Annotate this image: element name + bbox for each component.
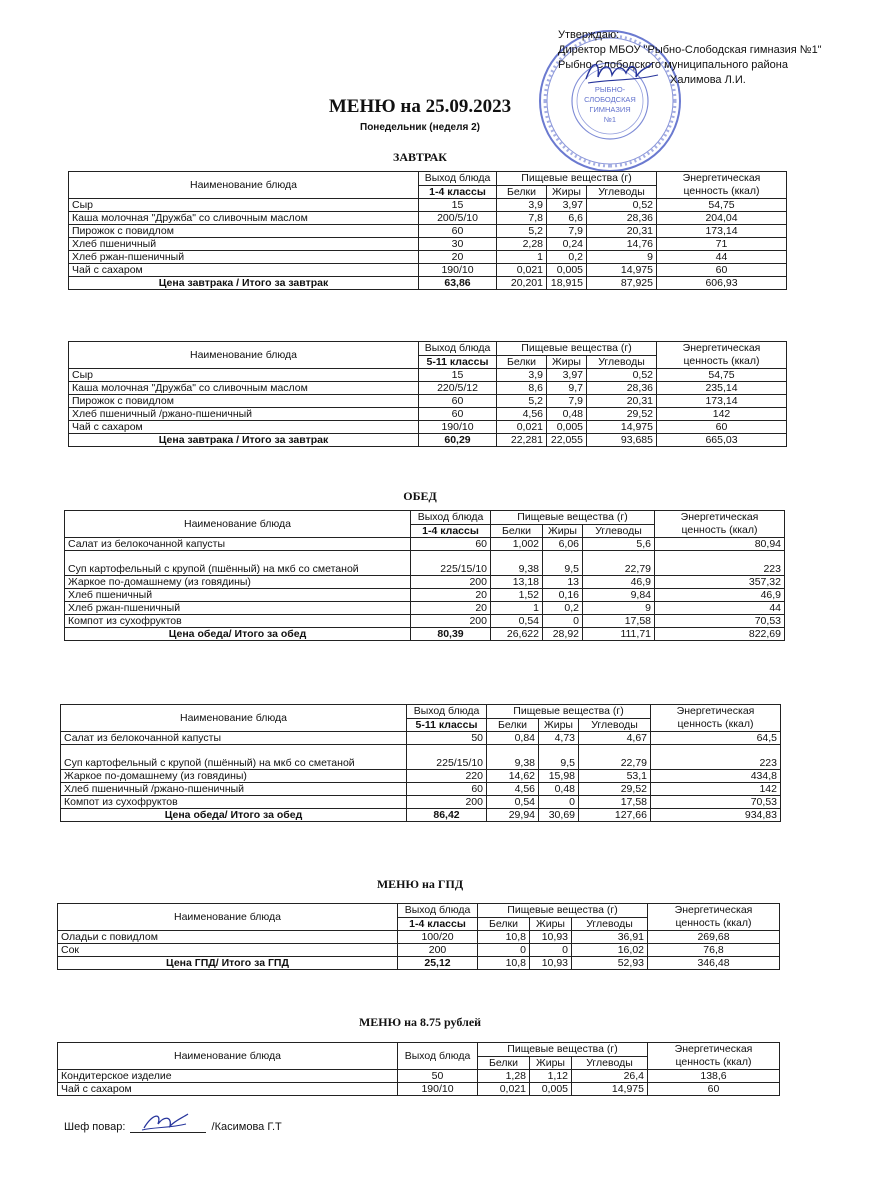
dish-yield: 190/10 [419,264,497,277]
total-fats: 28,92 [543,628,583,641]
dish-name: Пирожок с повидлом [69,225,419,238]
dish-yield: 20 [411,602,491,615]
header-nutrients: Пищевые вещества (г) [487,705,651,719]
dish-carbs: 22,79 [579,745,651,770]
dish-energy: 142 [657,408,787,421]
table-row [69,421,787,434]
table-row [58,944,780,957]
dish-yield: 220/5/12 [419,382,497,395]
header-fats: Жиры [530,917,572,931]
dish-fats: 0,24 [547,238,587,251]
dish-carbs: 14,975 [587,421,657,434]
header-energy: Энергетическая ценность (ккал) [651,705,781,732]
header-class: 1-4 классы [398,917,478,931]
dish-fats: 0,48 [539,783,579,796]
dish-carbs: 53,1 [579,770,651,783]
header-fats: Жиры [547,355,587,369]
total-energy: 606,93 [657,277,787,290]
dish-fats: 0,005 [547,264,587,277]
dish-name: Салат из белокочанной капусты [65,538,411,551]
dish-carbs: 26,4 [572,1070,648,1083]
chef-name: /Касимова Г.Т [211,1121,282,1133]
table-row [69,369,787,382]
dish-proteins: 1 [497,251,547,264]
dish-carbs: 0,52 [587,199,657,212]
dish-carbs: 46,9 [583,576,655,589]
dish-proteins: 3,9 [497,199,547,212]
dish-name: Хлеб пшеничный [65,589,411,602]
table-total-row [61,809,781,822]
dish-proteins: 0,021 [497,264,547,277]
day-subtitle: Понедельник (неделя 2) [360,122,480,133]
total-carbs: 93,685 [587,434,657,447]
dish-yield: 225/15/10 [411,551,491,576]
dish-energy: 60 [657,264,787,277]
dish-energy: 235,14 [657,382,787,395]
section-gpd: МЕНЮ на ГПД [376,877,464,891]
dish-proteins: 0 [478,944,530,957]
dish-name: Сок [58,944,398,957]
header-proteins: Белки [478,917,530,931]
dish-yield: 15 [419,199,497,212]
dish-proteins: 0,021 [478,1083,530,1096]
svg-text:№1: №1 [603,115,617,124]
total-proteins: 10,8 [478,957,530,970]
table-row [69,264,787,277]
dish-fats: 0 [543,615,583,628]
dish-fats: 3,97 [547,369,587,382]
dish-carbs: 28,36 [587,382,657,395]
header-energy: Энергетическая ценность (ккал) [648,904,780,931]
dish-carbs: 9 [583,602,655,615]
dish-proteins: 3,9 [497,369,547,382]
dish-yield: 30 [419,238,497,251]
total-proteins: 26,622 [491,628,543,641]
table-row [58,1070,780,1083]
dish-energy: 269,68 [648,931,780,944]
dish-carbs: 17,58 [579,796,651,809]
total-carbs: 52,93 [572,957,648,970]
total-label: Цена ГПД/ Итого за ГПД [58,957,398,970]
total-fats: 18,915 [547,277,587,290]
dish-yield: 50 [407,732,487,745]
approval-line-4: Халимова Л.И. [670,74,746,86]
page-title: МЕНЮ на 25.09.2023 [328,96,512,117]
dish-proteins: 10,8 [478,931,530,944]
dish-fats: 13 [543,576,583,589]
header-proteins: Белки [487,718,539,732]
total-energy: 934,83 [651,809,781,822]
dish-name: Чай с сахаром [69,264,419,277]
dish-proteins: 9,38 [487,745,539,770]
table-row [69,251,787,264]
header-fats: Жиры [543,524,583,538]
dish-yield: 100/20 [398,931,478,944]
dish-yield: 60 [419,225,497,238]
table-row [69,199,787,212]
table-menu-875 [57,1042,780,1096]
dish-energy: 173,14 [657,225,787,238]
table-total-row [69,277,787,290]
dish-name: Суп картофельный с крупой (пшённый) на мкб со сметаной [61,745,407,770]
dish-fats: 0 [530,944,572,957]
header-energy: Энергетическая ценность (ккал) [657,342,787,369]
dish-proteins: 1 [491,602,543,615]
dish-fats: 6,6 [547,212,587,225]
header-nutrients: Пищевые вещества (г) [491,511,655,525]
header-proteins: Белки [491,524,543,538]
dish-name: Хлеб пшеничный /ржано-пшеничный [69,408,419,421]
dish-name: Чай с сахаром [58,1083,398,1096]
dish-carbs: 16,02 [572,944,648,957]
dish-energy: 76,8 [648,944,780,957]
dish-proteins: 2,28 [497,238,547,251]
dish-fats: 15,98 [539,770,579,783]
table-total-row [65,628,785,641]
dish-name: Кондитерское изделие [58,1070,398,1083]
approval-line-1: Утверждаю: [558,29,620,41]
dish-energy: 54,75 [657,199,787,212]
total-price: 80,39 [411,628,491,641]
dish-fats: 10,93 [530,931,572,944]
header-yield: Выход блюда [407,705,487,719]
total-label: Цена завтрака / Итого за завтрак [69,277,419,290]
section-breakfast: ЗАВТРАК [392,150,447,164]
table-row [58,931,780,944]
header-yield: Выход блюда [398,1043,478,1070]
dish-proteins: 0,021 [497,421,547,434]
director-signature [582,55,662,90]
header-carbs: Углеводы [572,1056,648,1070]
header-carbs: Углеводы [587,185,657,199]
dish-fats: 0,005 [530,1083,572,1096]
dish-energy: 357,32 [655,576,785,589]
dish-carbs: 4,67 [579,732,651,745]
table-row [61,770,781,783]
header-name: Наименование блюда [65,511,411,538]
total-fats: 30,69 [539,809,579,822]
dish-fats: 0,16 [543,589,583,602]
dish-name: Сыр [69,369,419,382]
dish-yield: 20 [411,589,491,602]
dish-energy: 70,53 [651,796,781,809]
chef-signature [140,1110,190,1135]
section-lunch: ОБЕД [403,489,437,503]
dish-fats: 3,97 [547,199,587,212]
dish-fats: 9,7 [547,382,587,395]
dish-carbs: 20,31 [587,395,657,408]
dish-name: Хлеб пшеничный /ржано-пшеничный [61,783,407,796]
dish-carbs: 0,52 [587,369,657,382]
dish-proteins: 9,38 [491,551,543,576]
total-carbs: 127,66 [579,809,651,822]
header-name: Наименование блюда [58,904,398,931]
dish-energy: 80,94 [655,538,785,551]
section-menu-875: МЕНЮ на 8.75 рублей [358,1015,482,1029]
total-price: 86,42 [407,809,487,822]
dish-proteins: 4,56 [487,783,539,796]
table-row [65,576,785,589]
dish-fats: 9,5 [539,745,579,770]
dish-carbs: 36,91 [572,931,648,944]
approval-line-3: Рыбно-Слободского муниципального района [558,59,788,71]
dish-energy: 434,8 [651,770,781,783]
dish-fats: 7,9 [547,225,587,238]
dish-carbs: 9 [587,251,657,264]
dish-fats: 0,005 [547,421,587,434]
svg-text:ГИМНАЗИЯ: ГИМНАЗИЯ [589,105,631,114]
dish-carbs: 29,52 [579,783,651,796]
table-row [65,602,785,615]
dish-carbs: 14,76 [587,238,657,251]
total-proteins: 22,281 [497,434,547,447]
table-row [61,783,781,796]
dish-fats: 1,12 [530,1070,572,1083]
dish-name: Каша молочная "Дружба" со сливочным маслом [69,382,419,395]
total-carbs: 111,71 [583,628,655,641]
dish-carbs: 14,975 [572,1083,648,1096]
header-fats: Жиры [547,185,587,199]
table-row [65,615,785,628]
table-row [69,238,787,251]
dish-yield: 50 [398,1070,478,1083]
table-row [69,395,787,408]
table-row [61,732,781,745]
table-row [58,1083,780,1096]
total-label: Цена обеда/ Итого за обед [65,628,411,641]
total-price: 60,29 [419,434,497,447]
dish-proteins: 1,002 [491,538,543,551]
dish-name: Суп картофельный с крупой (пшённый) на мкб со сметаной [65,551,411,576]
table-total-row [69,434,787,447]
approval-line-2: Директор МБОУ "Рыбно-Слободская гимназия №1" [558,44,822,56]
table-row [65,551,785,576]
header-carbs: Углеводы [579,718,651,732]
total-label: Цена обеда/ Итого за обед [61,809,407,822]
header-name: Наименование блюда [61,705,407,732]
dish-carbs: 29,52 [587,408,657,421]
dish-proteins: 0,84 [487,732,539,745]
dish-carbs: 17,58 [583,615,655,628]
header-class: 1-4 классы [411,524,491,538]
header-name: Наименование блюда [69,172,419,199]
dish-fats: 4,73 [539,732,579,745]
dish-proteins: 5,2 [497,225,547,238]
dish-energy: 173,14 [657,395,787,408]
dish-yield: 190/10 [398,1083,478,1096]
header-nutrients: Пищевые вещества (г) [478,904,648,918]
dish-fats: 7,9 [547,395,587,408]
dish-yield: 15 [419,369,497,382]
dish-carbs: 14,975 [587,264,657,277]
dish-energy: 138,6 [648,1070,780,1083]
dish-yield: 60 [419,408,497,421]
total-energy: 346,48 [648,957,780,970]
dish-yield: 220 [407,770,487,783]
table-row [65,589,785,602]
dish-energy: 223 [655,551,785,576]
dish-yield: 200 [407,796,487,809]
dish-name: Чай с сахаром [69,421,419,434]
dish-carbs: 5,6 [583,538,655,551]
dish-proteins: 8,6 [497,382,547,395]
header-fats: Жиры [530,1056,572,1070]
dish-yield: 200 [411,615,491,628]
header-nutrients: Пищевые вещества (г) [478,1043,648,1057]
dish-name: Жаркое по-домашнему (из говядины) [61,770,407,783]
header-yield: Выход блюда [411,511,491,525]
dish-energy: 223 [651,745,781,770]
dish-yield: 200/5/10 [419,212,497,225]
dish-fats: 0 [539,796,579,809]
table-row [69,408,787,421]
dish-proteins: 4,56 [497,408,547,421]
header-yield: Выход блюда [419,172,497,186]
total-carbs: 87,925 [587,277,657,290]
header-proteins: Белки [497,185,547,199]
dish-carbs: 9,84 [583,589,655,602]
header-carbs: Углеводы [572,917,648,931]
dish-fats: 0,2 [547,251,587,264]
dish-name: Пирожок с повидлом [69,395,419,408]
dish-name: Жаркое по-домашнему (из говядины) [65,576,411,589]
table-lunch-1-4 [64,510,785,641]
table-gpd [57,903,780,970]
table-lunch-5-11 [60,704,781,822]
total-proteins: 29,94 [487,809,539,822]
header-proteins: Белки [478,1056,530,1070]
dish-energy: 44 [657,251,787,264]
dish-proteins: 0,54 [491,615,543,628]
dish-yield: 20 [419,251,497,264]
header-fats: Жиры [539,718,579,732]
dish-energy: 142 [651,783,781,796]
table-row [65,538,785,551]
dish-name: Салат из белокочанной капусты [61,732,407,745]
dish-fats: 9,5 [543,551,583,576]
total-price: 63,86 [419,277,497,290]
total-fats: 22,055 [547,434,587,447]
dish-proteins: 1,52 [491,589,543,602]
dish-energy: 60 [648,1083,780,1096]
dish-yield: 200 [411,576,491,589]
chef-label: Шеф повар: [64,1121,126,1133]
dish-energy: 70,53 [655,615,785,628]
dish-carbs: 22,79 [583,551,655,576]
table-row [61,745,781,770]
header-name: Наименование блюда [58,1043,398,1070]
table-row [69,225,787,238]
dish-yield: 60 [407,783,487,796]
dish-name: Хлеб ржан-пшеничный [69,251,419,264]
header-energy: Энергетическая ценность (ккал) [657,172,787,199]
total-label: Цена завтрака / Итого за завтрак [69,434,419,447]
dish-fats: 6,06 [543,538,583,551]
header-yield: Выход блюда [419,342,497,356]
dish-energy: 54,75 [657,369,787,382]
total-proteins: 20,201 [497,277,547,290]
dish-proteins: 13,18 [491,576,543,589]
dish-carbs: 20,31 [587,225,657,238]
dish-energy: 71 [657,238,787,251]
header-energy: Энергетическая ценность (ккал) [655,511,785,538]
header-class: 1-4 классы [419,185,497,199]
dish-energy: 64,5 [651,732,781,745]
dish-name: Хлеб ржан-пшеничный [65,602,411,615]
total-energy: 665,03 [657,434,787,447]
header-carbs: Углеводы [583,524,655,538]
dish-name: Каша молочная "Дружба" со сливочным маслом [69,212,419,225]
total-price: 25,12 [398,957,478,970]
header-yield: Выход блюда [398,904,478,918]
dish-yield: 60 [419,395,497,408]
dish-carbs: 28,36 [587,212,657,225]
dish-yield: 60 [411,538,491,551]
header-carbs: Углеводы [587,355,657,369]
table-breakfast-5-11 [68,341,787,447]
dish-energy: 60 [657,421,787,434]
dish-proteins: 7,8 [497,212,547,225]
dish-yield: 225/15/10 [407,745,487,770]
dish-energy: 204,04 [657,212,787,225]
dish-proteins: 1,28 [478,1070,530,1083]
dish-proteins: 5,2 [497,395,547,408]
header-nutrients: Пищевые вещества (г) [497,342,657,356]
header-class: 5-11 классы [407,718,487,732]
svg-text:РЫБНО-: РЫБНО- [594,85,626,94]
table-row [69,382,787,395]
dish-proteins: 14,62 [487,770,539,783]
dish-name: Оладьи с повидлом [58,931,398,944]
dish-name: Компот из сухофруктов [65,615,411,628]
svg-text:СЛОБОДСКАЯ: СЛОБОДСКАЯ [584,95,636,104]
header-nutrients: Пищевые вещества (г) [497,172,657,186]
table-row [61,796,781,809]
dish-yield: 190/10 [419,421,497,434]
dish-name: Компот из сухофруктов [61,796,407,809]
table-total-row [58,957,780,970]
total-energy: 822,69 [655,628,785,641]
header-name: Наименование блюда [69,342,419,369]
table-breakfast-1-4 [68,171,787,290]
header-energy: Энергетическая ценность (ккал) [648,1043,780,1070]
dish-name: Хлеб пшеничный [69,238,419,251]
dish-name: Сыр [69,199,419,212]
dish-fats: 0,48 [547,408,587,421]
header-proteins: Белки [497,355,547,369]
header-class: 5-11 классы [419,355,497,369]
table-row [69,212,787,225]
dish-proteins: 0,54 [487,796,539,809]
dish-energy: 44 [655,602,785,615]
total-fats: 10,93 [530,957,572,970]
dish-yield: 200 [398,944,478,957]
dish-fats: 0,2 [543,602,583,615]
dish-energy: 46,9 [655,589,785,602]
